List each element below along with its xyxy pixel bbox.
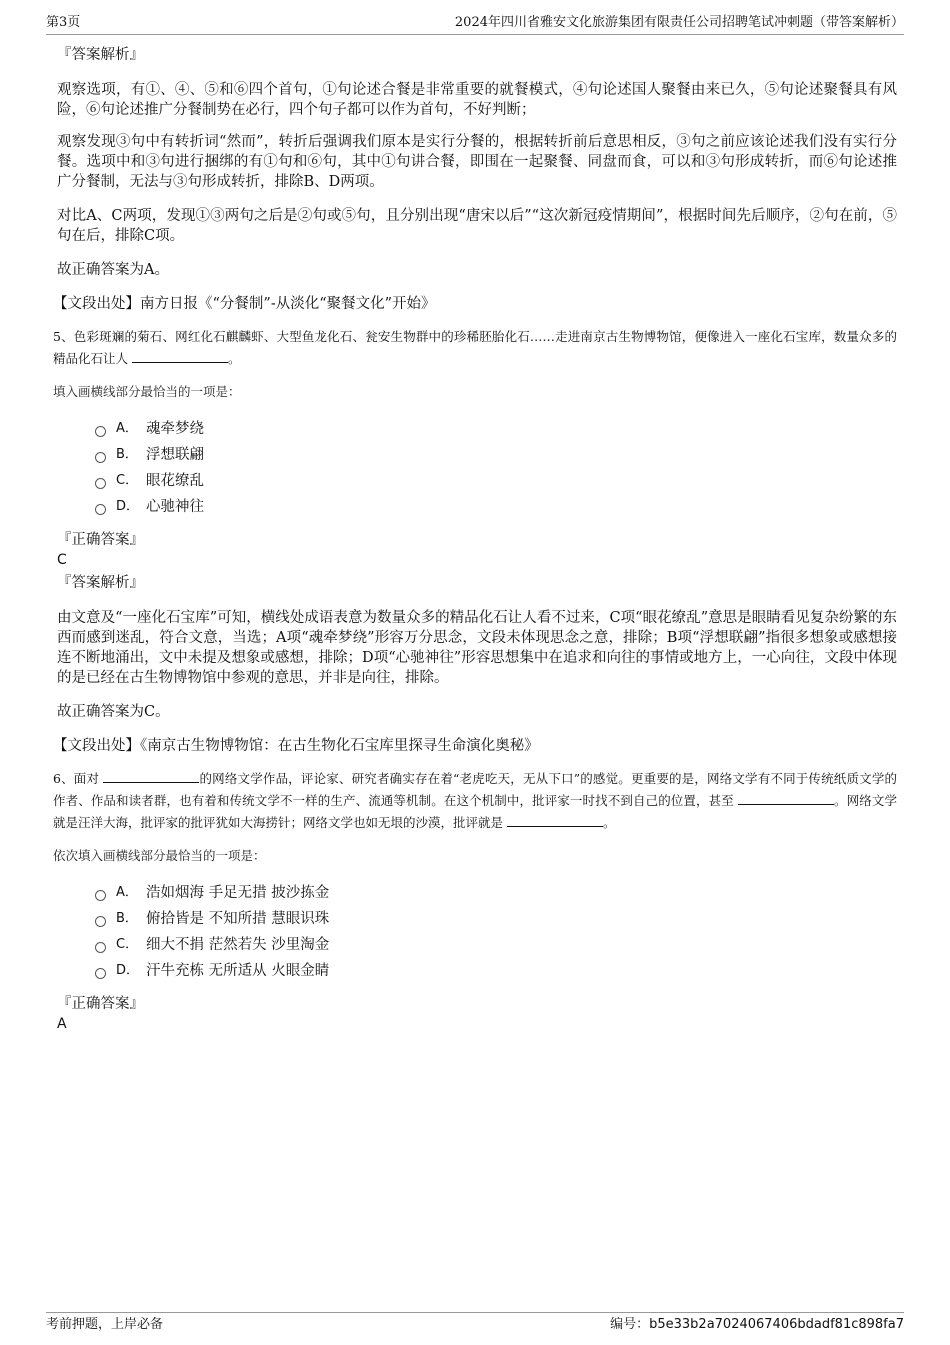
q6-stem-part-2: 的网络文学作品，评论家、研究者确实存在着“老虎吃天，无从下口”的感觉。更重要的是，网络文学有不同于传统纸质文学的作者、作品和读者群，也有着和传统文学不一样的生产、流通等机制。在这个机制中，批评家一时找不到自己的位置，甚至 xyxy=(53,771,897,808)
q5-analysis-paragraph-2: 故正确答案为C。 xyxy=(57,704,170,720)
q5-options xyxy=(95,416,897,520)
q6-blank-2 xyxy=(738,792,834,805)
q6-options xyxy=(95,880,897,984)
q6-option-d[interactable] xyxy=(95,958,897,984)
option-letter: D． xyxy=(116,963,140,978)
q5-stem xyxy=(53,326,897,370)
q6-stem-part-4: 。 xyxy=(603,815,616,830)
option-text: 浮想联翩 xyxy=(146,447,204,463)
footer-slogan: 考前押题，上岸必备 xyxy=(46,1317,164,1332)
q6-answer-label: 『正确答案』 xyxy=(57,996,144,1012)
q6-stem xyxy=(53,768,897,834)
q6-option-a[interactable] xyxy=(95,880,897,906)
q5-answer: C xyxy=(57,552,67,568)
q5-stem-end: 。 xyxy=(228,351,241,366)
q6-stem-part-3: 。网络文学就是汪洋大海，批评家的批评犹如大海捞针；网络文学也如无垠的沙漠，批评就是 xyxy=(53,793,897,830)
option-text: 浩如烟海 手足无措 披沙拣金 xyxy=(146,885,330,901)
q5-source: 【文段出处】《南京古生物博物馆：在古生物化石宝库里探寻生命演化奥秘》 xyxy=(53,738,539,754)
option-letter: C． xyxy=(116,937,139,952)
page-number: 第3页 xyxy=(46,15,81,30)
page-content xyxy=(53,44,897,1036)
option-text: 魂牵梦绕 xyxy=(146,421,204,437)
option-letter: B． xyxy=(116,447,138,462)
radio-icon[interactable] xyxy=(95,916,106,927)
q5-analysis-paragraph-1: 由文意及“一座化石宝库”可知，横线处成语表意为数量众多的精品化石让人看不过来，C项“眼花缭乱”意思是眼睛看见复杂纷繁的东西而感到迷乱，符合文意，当选；A项“魂牵梦绕”形容万分思念，文段未体现思念之意，排除；B项“浮想联翩”指很多想象或感想接连不断地涌出，文中未提及想象或感想，排除；D项“心驰神往”形容思想集中在追求和向往的事情或地方上，一心向往，文段中体现的是已经在古生物博物馆中参观的意思，并非是向往，排除。 xyxy=(57,610,897,686)
q6-stem-part-1: 6、面对 xyxy=(53,771,100,786)
option-letter: D． xyxy=(116,499,140,514)
radio-icon[interactable] xyxy=(95,478,106,489)
q4-analysis-label: 『答案解析』 xyxy=(57,47,144,63)
q4-analysis-paragraph-2: 观察发现③句中有转折词“然而”，转折后强调我们原本是实行分餐的，根据转折前后意思相反，③句之前应该论述我们没有实行分餐。选项中和③句进行捆绑的有①句和⑥句，其中①句讲合餐，即围在一起聚餐、同盘而食，可以和③句形成转折，而⑥句论述推广分餐制，无法与③句形成转折，排除B、D两项。 xyxy=(57,134,897,190)
q5-analysis-label: 『答案解析』 xyxy=(57,575,144,591)
q5-option-b[interactable] xyxy=(95,442,897,468)
footer-code: b5e33b2a7024067406bdadf81c898fa7 xyxy=(649,1317,904,1332)
footer-code-block xyxy=(610,1316,904,1334)
option-text: 汗牛充栋 无所适从 火眼金睛 xyxy=(146,963,330,979)
option-text: 心驰神往 xyxy=(146,499,204,515)
option-text: 细大不捐 茫然若失 沙里淘金 xyxy=(146,937,330,953)
document-title: 2024年四川省雅安文化旅游集团有限责任公司招聘笔试冲刺题（带答案解析） xyxy=(454,15,904,30)
option-letter: A． xyxy=(116,885,138,900)
radio-icon[interactable] xyxy=(95,942,106,953)
option-text: 俯拾皆是 不知所措 慧眼识珠 xyxy=(146,911,330,927)
q5-option-d[interactable] xyxy=(95,494,897,520)
radio-icon[interactable] xyxy=(95,426,106,437)
footer-code-label: 编号： xyxy=(610,1317,650,1332)
q5-blank xyxy=(132,350,228,363)
q6-blank-1 xyxy=(103,770,199,783)
q5-option-a[interactable] xyxy=(95,416,897,442)
q6-option-b[interactable] xyxy=(95,906,897,932)
option-letter: C． xyxy=(116,473,139,488)
page-header xyxy=(46,14,904,35)
option-letter: B． xyxy=(116,911,138,926)
radio-icon[interactable] xyxy=(95,968,106,979)
q4-source: 【文段出处】南方日报《“分餐制”-从淡化“聚餐文化”开始》 xyxy=(53,296,436,312)
option-text: 眼花缭乱 xyxy=(146,473,204,489)
radio-icon[interactable] xyxy=(95,452,106,463)
q5-stem-text: 5、色彩斑斓的菊石、网红化石麒麟虾、大型鱼龙化石、瓮安生物群中的珍稀胚胎化石……走进南京古生物博物馆，便像进入一座化石宝库，数量众多的精品化石让人 xyxy=(53,329,897,366)
q5-option-c[interactable] xyxy=(95,468,897,494)
q4-analysis-paragraph-4: 故正确答案为A。 xyxy=(57,262,169,278)
q4-analysis-paragraph-3: 对比A、C两项，发现①③两句之后是②句或⑤句，且分别出现“唐宋以后”“这次新冠疫情期间”，根据时间先后顺序，②句在前，⑤句在后，排除C项。 xyxy=(57,208,897,244)
radio-icon[interactable] xyxy=(95,504,106,515)
q6-blank-3 xyxy=(507,814,603,827)
q6-answer: A xyxy=(57,1016,67,1032)
q5-answer-label: 『正确答案』 xyxy=(57,532,144,548)
q6-option-c[interactable] xyxy=(95,932,897,958)
radio-icon[interactable] xyxy=(95,890,106,901)
option-letter: A． xyxy=(116,421,138,436)
page-footer xyxy=(46,1312,904,1332)
q4-analysis-paragraph-1: 观察选项，有①、④、⑤和⑥四个首句，①句论述合餐是非常重要的就餐模式，④句论述国人聚餐由来已久，⑤句论述聚餐具有风险，⑥句论述推广分餐制势在必行，四个句子都可以作为首句，不好判断； xyxy=(57,82,897,118)
q5-prompt: 填入画横线部分最恰当的一项是： xyxy=(53,384,241,399)
q6-prompt: 依次填入画横线部分最恰当的一项是： xyxy=(53,848,266,863)
